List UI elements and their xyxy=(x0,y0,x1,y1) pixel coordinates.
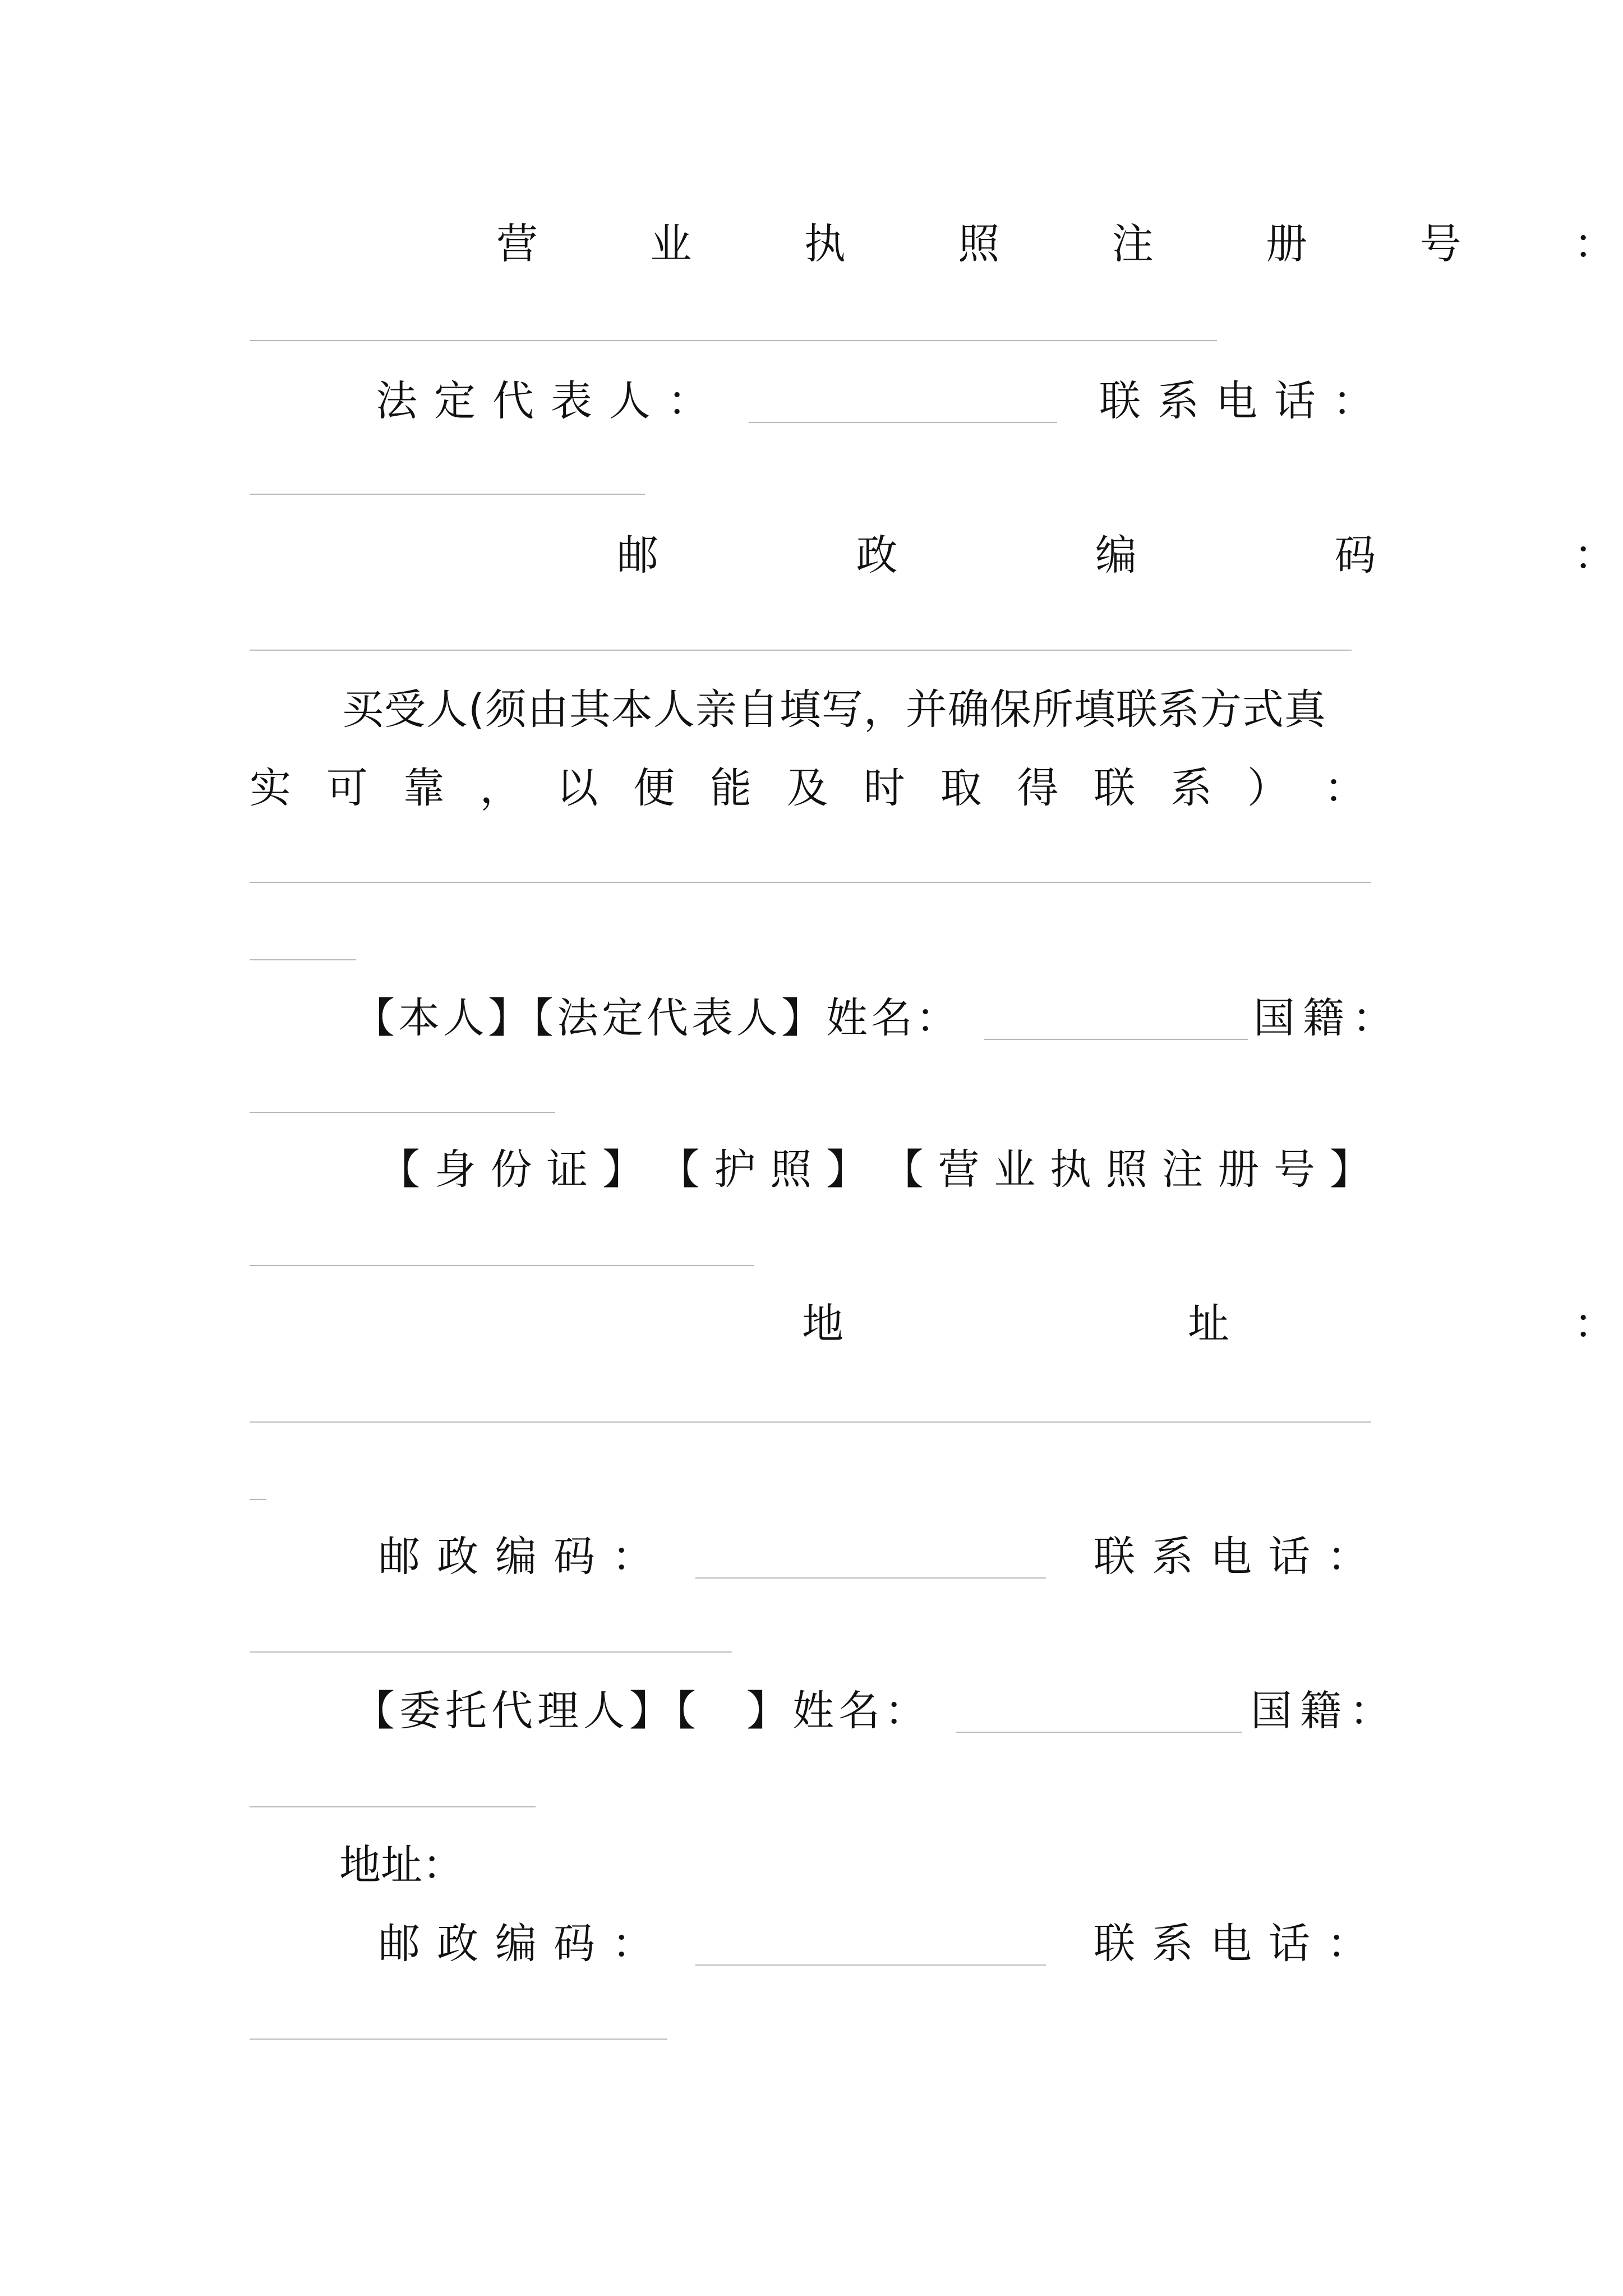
agent-address-label: 地址： xyxy=(339,1841,464,1889)
postal-code-blank-1[interactable] xyxy=(250,650,1352,651)
self-rep-name-blank[interactable] xyxy=(984,1039,1248,1040)
self-rep-line xyxy=(250,976,1401,1060)
phone-blank-1[interactable] xyxy=(250,1651,732,1653)
agent-nationality-blank[interactable] xyxy=(250,1806,536,1807)
postal-code-label-1: 邮 政 编 码 ： xyxy=(617,531,1615,579)
id-number-blank[interactable] xyxy=(250,1265,754,1266)
agent-nationality-label: 国籍： xyxy=(1251,1687,1399,1735)
buyer-note-line-2 xyxy=(250,746,1371,830)
agent-line xyxy=(250,1669,1399,1753)
legal-rep-phone-blank[interactable] xyxy=(250,494,645,495)
postal-blank-1[interactable] xyxy=(695,1577,1046,1579)
self-rep-label: 【本人】【法定代表人】姓名： xyxy=(353,994,961,1042)
address-label: 地 址 ： xyxy=(802,1300,1615,1348)
buyer-blank-a[interactable] xyxy=(250,882,1371,883)
legal-rep-line xyxy=(250,359,1391,443)
agent-name-blank[interactable] xyxy=(956,1732,1242,1733)
self-rep-nationality-label: 国籍： xyxy=(1253,994,1401,1042)
phone-blank-2[interactable] xyxy=(250,2039,667,2040)
buyer-note-text-1: 买受人(须由其本人亲自填写，并确保所填联系方式真 xyxy=(342,685,1326,734)
address-blank-a[interactable] xyxy=(250,1421,1371,1423)
id-type-line xyxy=(250,1128,1371,1212)
postal-label-2: 邮政编码： xyxy=(379,1920,670,1968)
phone-label-1: 联系电话： xyxy=(1094,1533,1385,1581)
postal-label-1: 邮政编码： xyxy=(379,1533,670,1581)
buyer-note-text-2: 实 可 靠 ， 以 便 能 及 时 取 得 联 系 ） ： xyxy=(250,764,1366,812)
phone-label-2: 联系电话： xyxy=(1094,1920,1385,1968)
postal-code-line-1 xyxy=(250,513,1615,597)
address-line xyxy=(250,1282,1615,1366)
legal-rep-name-blank[interactable] xyxy=(749,422,1057,423)
business-license-blank[interactable] xyxy=(250,340,1217,341)
business-license-label: 营 业 执 照 注 册 号 ： xyxy=(496,220,1615,268)
agent-address-line xyxy=(250,1823,1371,1907)
buyer-note-line-1 xyxy=(250,668,1371,752)
id-type-label: 【 身 份 证 】 【 护 照 】 【 营 业 执 照 注 册 号 】 xyxy=(379,1145,1371,1194)
legal-rep-phone-label: 联系电话： xyxy=(1099,377,1391,425)
postal-blank-2[interactable] xyxy=(695,1964,1046,1966)
agent-label: 【委托代理人】【 】姓名： xyxy=(353,1687,930,1735)
postal-phone-line-1 xyxy=(250,1515,1385,1599)
self-rep-nationality-blank[interactable] xyxy=(250,1112,555,1113)
buyer-blank-b[interactable] xyxy=(250,959,356,960)
business-license-line xyxy=(250,202,1615,286)
postal-phone-line-2 xyxy=(250,1902,1385,1986)
legal-rep-label: 法定代表人： xyxy=(376,377,726,425)
address-blank-b[interactable] xyxy=(250,1499,266,1500)
